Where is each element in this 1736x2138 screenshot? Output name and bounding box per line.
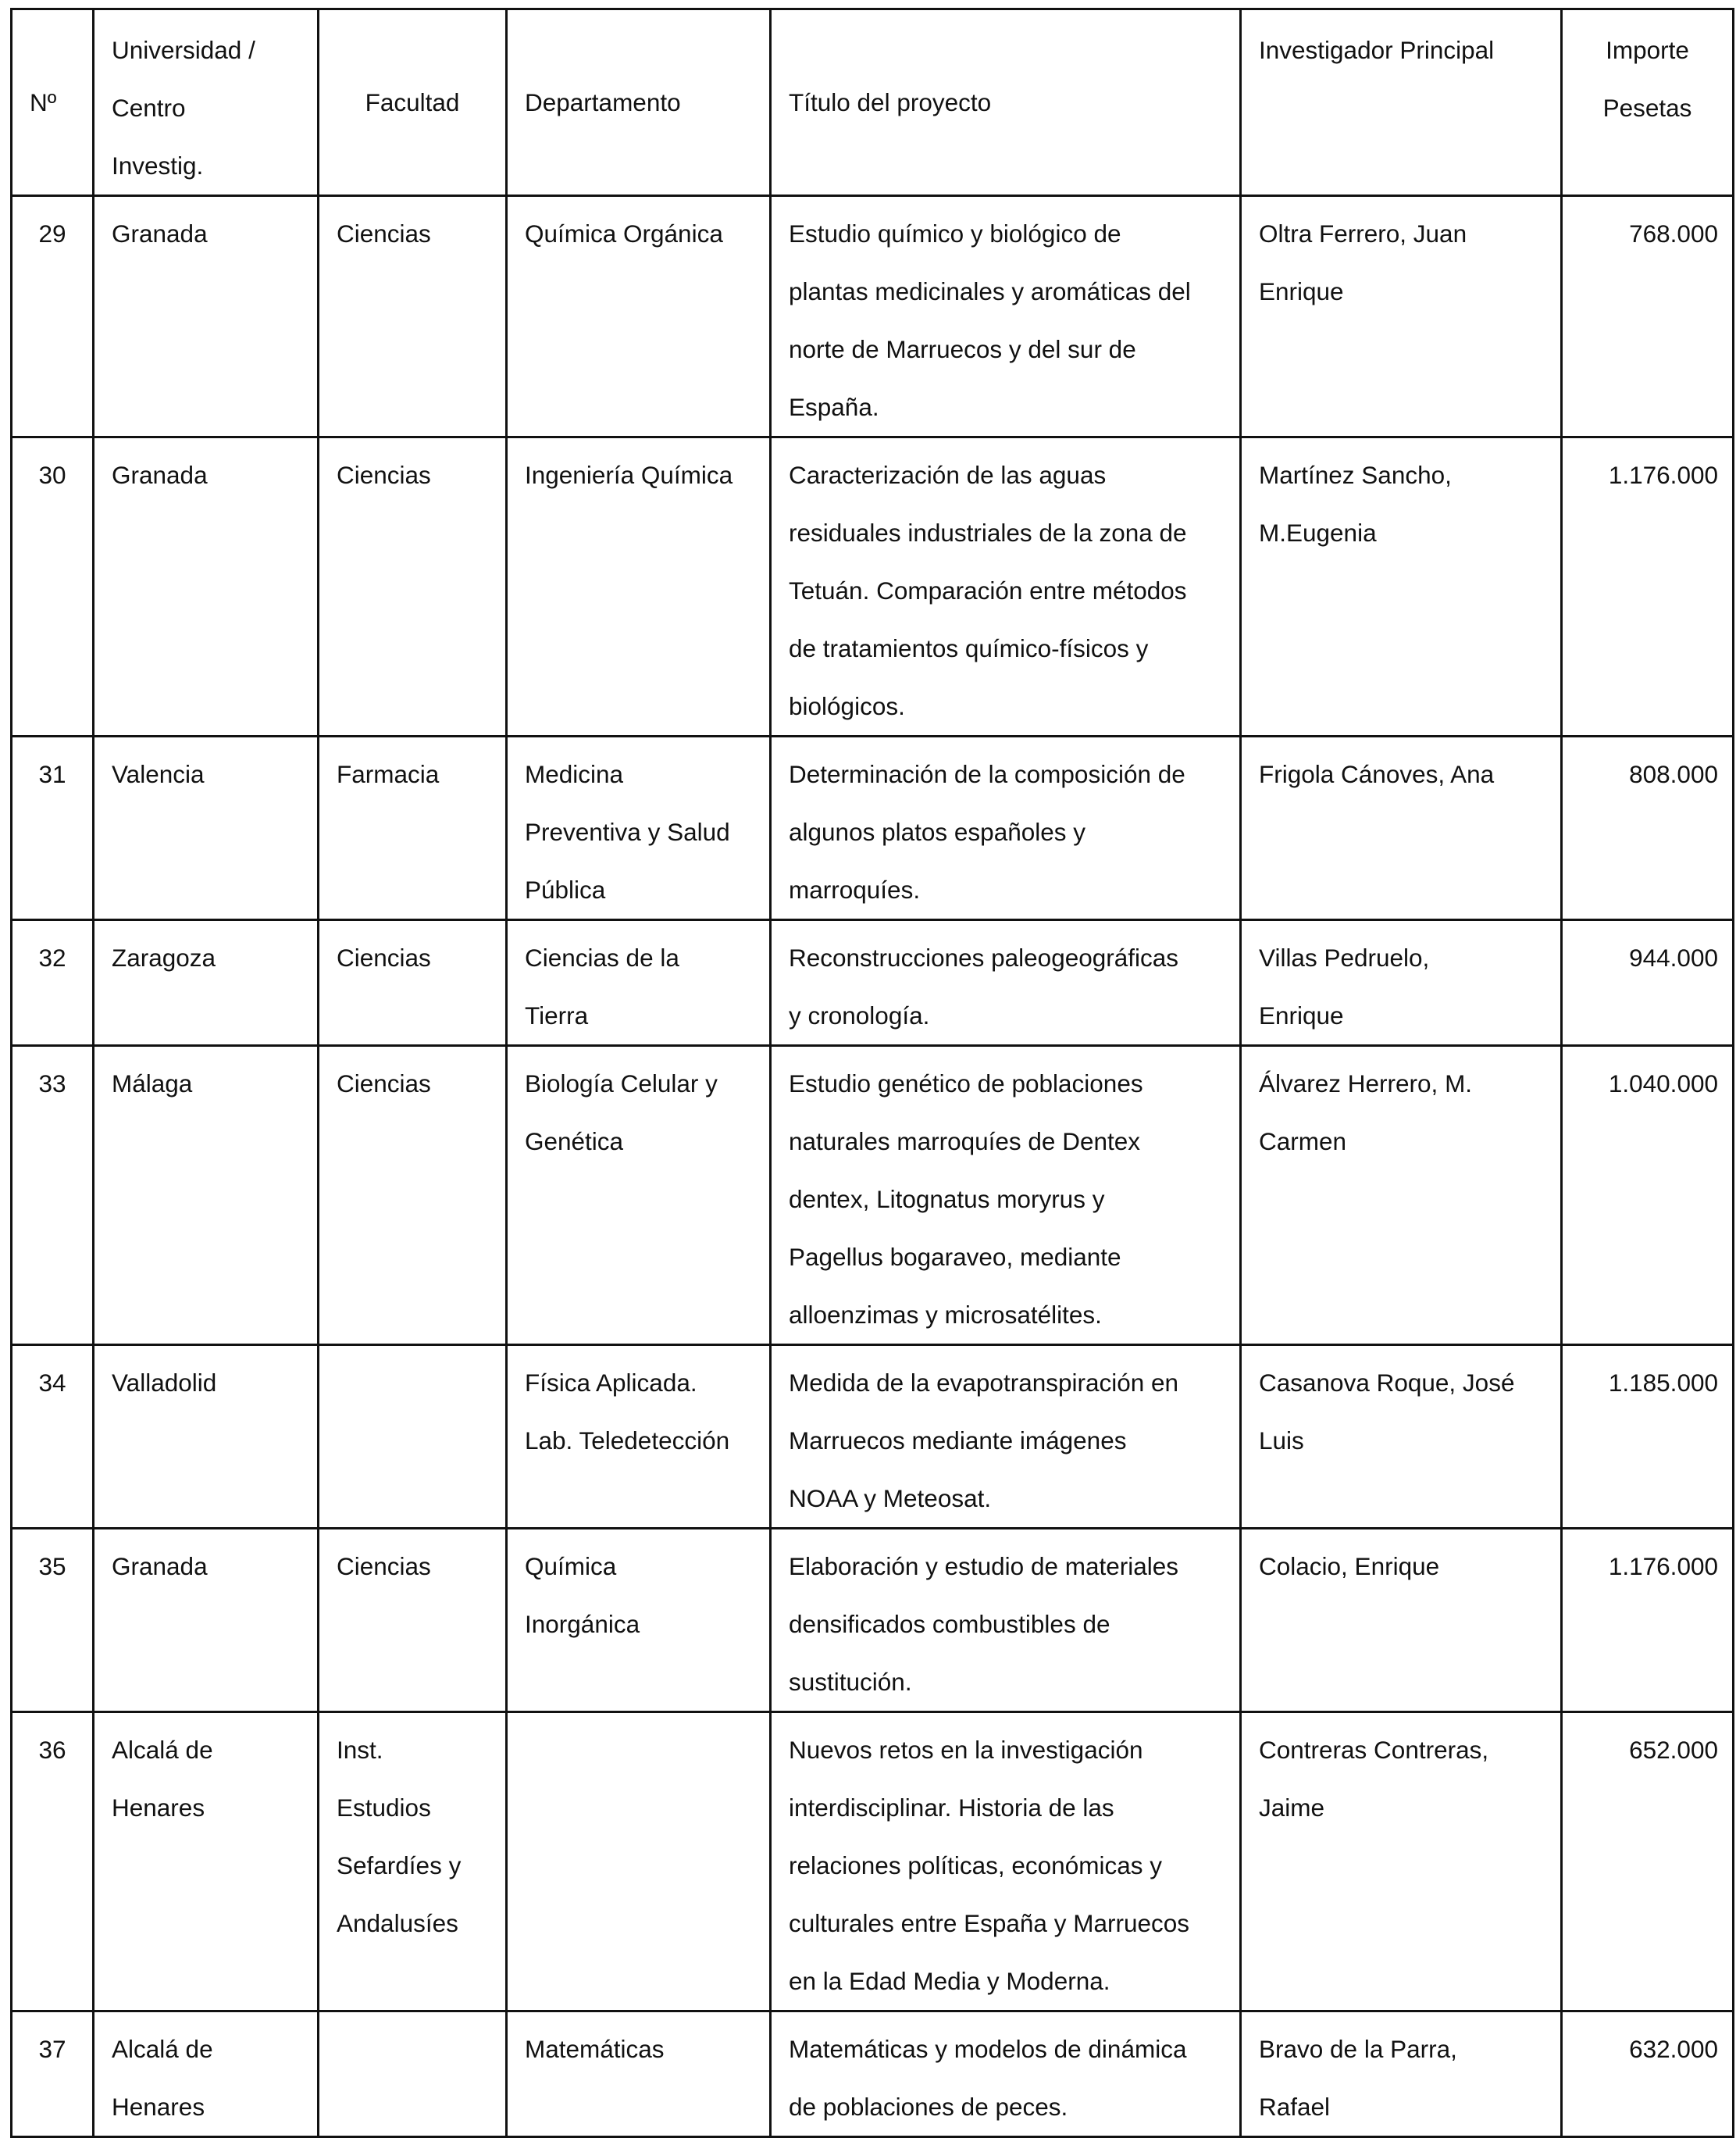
cell-universidad: Granada [94, 196, 319, 437]
cell-facultad: Farmacia [319, 737, 507, 920]
cell-facultad [319, 2011, 507, 2137]
cell-importe: 1.040.000 [1562, 1046, 1734, 1345]
cell-titulo: Caracterización de las aguas residuales industriales de la zona de Tetuán. Comparación entre métodos de tratamientos químico-físicos y biológicos. [771, 437, 1241, 737]
cell-investigador: Martínez Sancho, M.Eugenia [1241, 437, 1562, 737]
cell-investigador: Colacio, Enrique [1241, 1529, 1562, 1712]
cell-investigador: Frigola Cánoves, Ana [1241, 737, 1562, 920]
cell-universidad: Alcalá de Henares [94, 2011, 319, 2137]
cell-investigador: Casanova Roque, José Luis [1241, 1345, 1562, 1529]
col-header-importe: Importe Pesetas [1562, 9, 1734, 196]
cell-departamento: Matemáticas [507, 2011, 771, 2137]
col-header-titulo: Título del proyecto [771, 9, 1241, 196]
cell-titulo: Estudio genético de poblaciones naturales marroquíes de Dentex dentex, Litognatus moryrus y Pagellus bogaraveo, mediante alloenzimas y microsatélites. [771, 1046, 1241, 1345]
cell-n: 35 [12, 1529, 94, 1712]
cell-importe: 1.185.000 [1562, 1345, 1734, 1529]
cell-facultad: Ciencias [319, 1046, 507, 1345]
cell-investigador: Bravo de la Parra, Rafael [1241, 2011, 1562, 2137]
cell-departamento: Medicina Preventiva y Salud Pública [507, 737, 771, 920]
cell-importe: 808.000 [1562, 737, 1734, 920]
cell-n: 33 [12, 1046, 94, 1345]
table-row [12, 1345, 1734, 1529]
cell-titulo: Medida de la evapotranspiración en Marruecos mediante imágenes NOAA y Meteosat. [771, 1345, 1241, 1529]
cell-importe: 1.176.000 [1562, 437, 1734, 737]
table-row [12, 1712, 1734, 2011]
cell-importe: 944.000 [1562, 920, 1734, 1046]
table-row [12, 1046, 1734, 1345]
table-row [12, 2011, 1734, 2137]
header-row [12, 9, 1734, 196]
cell-investigador: Contreras Contreras, Jaime [1241, 1712, 1562, 2011]
cell-universidad: Zaragoza [94, 920, 319, 1046]
col-header-universidad: Universidad / Centro Investig. [94, 9, 319, 196]
cell-n: 34 [12, 1345, 94, 1529]
cell-n: 36 [12, 1712, 94, 2011]
table-row [12, 1529, 1734, 1712]
cell-investigador: Villas Pedruelo, Enrique [1241, 920, 1562, 1046]
table-row [12, 737, 1734, 920]
cell-importe: 1.176.000 [1562, 1529, 1734, 1712]
cell-investigador: Oltra Ferrero, Juan Enrique [1241, 196, 1562, 437]
cell-n: 29 [12, 196, 94, 437]
table-row [12, 437, 1734, 737]
col-header-departamento: Departamento [507, 9, 771, 196]
cell-facultad: Ciencias [319, 437, 507, 737]
col-header-facultad: Facultad [319, 9, 507, 196]
cell-importe: 768.000 [1562, 196, 1734, 437]
cell-departamento: Ingeniería Química [507, 437, 771, 737]
col-header-investigador: Investigador Principal [1241, 9, 1562, 196]
cell-titulo: Nuevos retos en la investigación interdisciplinar. Historia de las relaciones políticas, económicas y culturales entre España y Marruecos en la Edad Media y Moderna. [771, 1712, 1241, 2011]
table-row [12, 196, 1734, 437]
cell-departamento: Ciencias de la Tierra [507, 920, 771, 1046]
table-row [12, 920, 1734, 1046]
cell-importe: 652.000 [1562, 1712, 1734, 2011]
cell-departamento [507, 1712, 771, 2011]
cell-titulo: Reconstrucciones paleogeográficas y cronología. [771, 920, 1241, 1046]
cell-departamento: Química Orgánica [507, 196, 771, 437]
cell-titulo: Estudio químico y biológico de plantas medicinales y aromáticas del norte de Marruecos y del sur de España. [771, 196, 1241, 437]
cell-departamento: Biología Celular y Genética [507, 1046, 771, 1345]
cell-universidad: Valladolid [94, 1345, 319, 1529]
cell-n: 30 [12, 437, 94, 737]
cell-departamento: Química Inorgánica [507, 1529, 771, 1712]
cell-investigador: Álvarez Herrero, M. Carmen [1241, 1046, 1562, 1345]
cell-facultad: Inst. Estudios Sefardíes y Andalusíes [319, 1712, 507, 2011]
cell-n: 37 [12, 2011, 94, 2137]
cell-departamento: Física Aplicada. Lab. Teledetección [507, 1345, 771, 1529]
cell-titulo: Matemáticas y modelos de dinámica de poblaciones de peces. [771, 2011, 1241, 2137]
cell-n: 31 [12, 737, 94, 920]
cell-universidad: Alcalá de Henares [94, 1712, 319, 2011]
cell-universidad: Granada [94, 1529, 319, 1712]
cell-facultad: Ciencias [319, 196, 507, 437]
cell-n: 32 [12, 920, 94, 1046]
cell-facultad: Ciencias [319, 1529, 507, 1712]
cell-importe: 632.000 [1562, 2011, 1734, 2137]
projects-table [10, 8, 1734, 2138]
cell-titulo: Determinación de la composición de algunos platos españoles y marroquíes. [771, 737, 1241, 920]
col-header-n: Nº [12, 9, 94, 196]
cell-facultad: Ciencias [319, 920, 507, 1046]
cell-universidad: Málaga [94, 1046, 319, 1345]
cell-facultad [319, 1345, 507, 1529]
cell-titulo: Elaboración y estudio de materiales densificados combustibles de sustitución. [771, 1529, 1241, 1712]
cell-universidad: Granada [94, 437, 319, 737]
cell-universidad: Valencia [94, 737, 319, 920]
